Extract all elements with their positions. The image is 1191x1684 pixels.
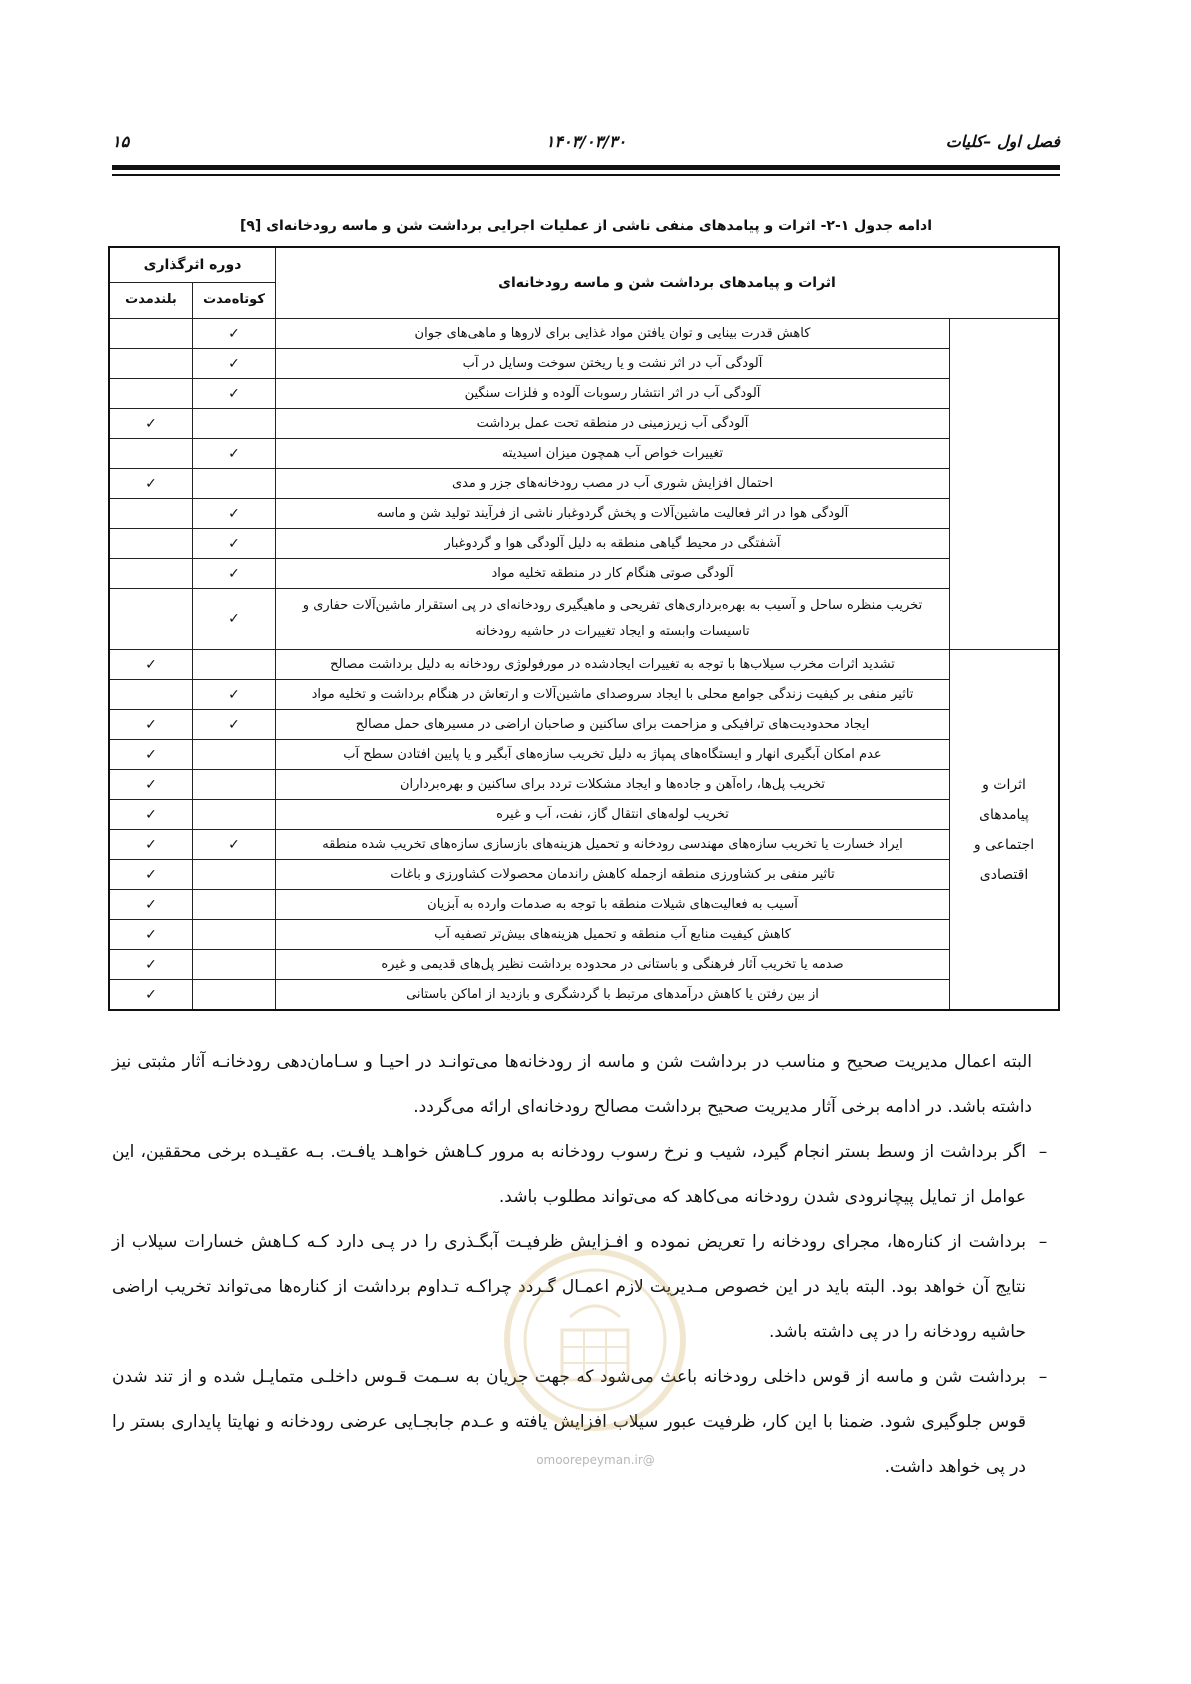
col-header-short: کوتاه‌مدت [193,282,276,318]
short-term-check [193,770,276,800]
short-term-check: ✓ [193,680,276,710]
bullet-dash: – [1038,1367,1048,1387]
long-term-check: ✓ [109,650,193,680]
header-rule-thin [112,174,1060,176]
table-row [109,409,1059,439]
table-row [109,680,1059,710]
short-term-check: ✓ [193,349,276,379]
intro-paragraph: البته اعمال مدیریت صحیح و مناسب در برداشت شن و ماسه از رودخانه‌ها می‌توانـد در احیـا و سـامان‌دهی رودخانـه آثار مثبتی نیز داشته باشد. در ادامه برخی آثار مدیریت صحیح برداشت مصالح رودخانه‌ای ارائه می‌گردد. [112,1052,1032,1117]
table-row [109,830,1059,860]
effect-description: از بین رفتن یا کاهش درآمدهای مرتبط با گردشگری و بازدید از اماکن باستانی [276,980,950,1011]
page-header [112,132,1060,154]
short-term-check: ✓ [193,529,276,559]
table-row [109,650,1059,680]
effect-description: آلودگی صوتی هنگام کار در منطقه تخلیه مواد [276,559,950,589]
effect-description: ایجاد محدودیت‌های ترافیکی و مزاحمت برای ساکنین و صاحبان اراضی در مسیرهای حمل مصالح [276,710,950,740]
long-term-check: ✓ [109,710,193,740]
short-term-check [193,860,276,890]
bullet-item [112,1130,1060,1220]
table-row [109,379,1059,409]
long-term-check: ✓ [109,830,193,860]
col-header-long: بلندمدت [109,282,193,318]
effect-description: صدمه یا تخریب آثار فرهنگی و باستانی در محدوده برداشت نظیر پل‌های قدیمی و غیره [276,950,950,980]
bullet-text: اگر برداشت از وسط بستر انجام گیرد، شیب و نرخ رسوب رودخانه به مرور کـاهش خواهـد یافـت. بـه عقیـده برخی محققین، این عوامل از تمایل پیچانرودی شدن رودخانه می‌کاهد که می‌تواند مطلوب باشد. [112,1142,1026,1207]
table-row [109,439,1059,469]
effect-description: آلودگی هوا در اثر فعالیت ماشین‌آلات و پخش گردوغبار ناشی از فرآیند تولید شن و ماسه [276,499,950,529]
table-row [109,950,1059,980]
category-cell-social: اثرات و پیامدهای اجتماعی و اقتصادی [950,650,1060,1011]
effect-description: تخریب پل‌ها، راه‌آهن و جاده‌ها و ایجاد مشکلات تردد برای ساکنین و بهره‌برداران [276,770,950,800]
long-term-check [109,589,193,650]
effect-description: تخریب لوله‌های انتقال گاز، نفت، آب و غیره [276,800,950,830]
table-row [109,710,1059,740]
short-term-check [193,800,276,830]
table-row [109,319,1059,349]
long-term-check: ✓ [109,770,193,800]
effects-table-body [109,319,1059,1011]
effect-description: آلودگی آب زیرزمینی در منطقه تحت عمل برداشت [276,409,950,439]
long-term-check: ✓ [109,469,193,499]
long-term-check [109,680,193,710]
table-row [109,499,1059,529]
short-term-check: ✓ [193,439,276,469]
long-term-check [109,349,193,379]
watermark-seal [500,1245,690,1435]
header-rule-thick [112,165,1060,170]
short-term-check: ✓ [193,559,276,589]
effect-description: آلودگی آب در اثر انتشار رسوبات آلوده و فلزات سنگین [276,379,950,409]
bullet-dash: – [1038,1232,1048,1252]
long-term-check [109,379,193,409]
short-term-check: ✓ [193,830,276,860]
short-term-check: ✓ [193,319,276,349]
effect-description: کاهش کیفیت منابع آب منطقه و تحمیل هزینه‌های بیش‌تر تصفیه آب [276,920,950,950]
header-date: ۱۴۰۳/۰۳/۳۰ [545,132,627,151]
short-term-check: ✓ [193,379,276,409]
short-term-check [193,980,276,1011]
page-number: ۱۵ [112,132,130,151]
col-header-effects: اثرات و پیامدهای برداشت شن و ماسه رودخانه‌ای [276,247,1060,319]
long-term-check: ✓ [109,740,193,770]
effect-description: تشدید اثرات مخرب سیلاب‌ها با توجه به تغییرات ایجادشده در مورفولوژی رودخانه به دلیل برداشت مصالح [276,650,950,680]
effect-description: ایراد خسارت یا تخریب سازه‌های مهندسی رودخانه و تحمیل هزینه‌های بازسازی سازه‌های تخریب شده منطقه [276,830,950,860]
short-term-check: ✓ [193,589,276,650]
effect-description: تغییرات خواص آب همچون میزان اسیدیته [276,439,950,469]
table-row [109,860,1059,890]
short-term-check [193,950,276,980]
effect-description: آشفتگی در محیط گیاهی منطقه به دلیل آلودگی هوا و گردوغبار [276,529,950,559]
table-row [109,559,1059,589]
short-term-check [193,740,276,770]
short-term-check: ✓ [193,499,276,529]
short-term-check [193,890,276,920]
long-term-check: ✓ [109,920,193,950]
effect-description: کاهش قدرت بینایی و توان یافتن مواد غذایی برای لاروها و ماهی‌های جوان [276,319,950,349]
effect-description: تخریب منظره ساحل و آسیب به بهره‌برداری‌های تفریحی و ماهیگیری رودخانه‌ای در پی استقرار ماشین‌آلات حفاری و تاسیسات وابسته و ایجاد تغییرات در حاشیه رودخانه [276,589,950,650]
effect-description: عدم امکان آبگیری انهار و ایستگاه‌های پمپاژ به دلیل تخریب سازه‌های آبگیر و یا پایین افتادن سطح آب [276,740,950,770]
short-term-check [193,920,276,950]
table-row [109,800,1059,830]
col-header-period: دوره اثرگذاری [109,247,276,282]
long-term-check: ✓ [109,950,193,980]
chapter-title: فصل اول –کلیات [945,132,1060,151]
short-term-check: ✓ [193,710,276,740]
effect-description: آسیب به فعالیت‌های شیلات منطقه با توجه به صدمات وارده به آبزیان [276,890,950,920]
effects-table [108,246,1060,1011]
table-row [109,920,1059,950]
table-row [109,529,1059,559]
long-term-check [109,319,193,349]
effect-description: تاثیر منفی بر کیفیت زندگی جوامع محلی با ایجاد سروصدای ماشین‌آلات و ارتعاش در هنگام برداشت و تخلیه مواد [276,680,950,710]
bullet-dash: – [1038,1142,1048,1162]
long-term-check [109,439,193,469]
short-term-check [193,469,276,499]
watermark-url: @omoorepeyman.ir [536,1453,655,1467]
table-row [109,469,1059,499]
long-term-check: ✓ [109,980,193,1011]
table-row [109,589,1059,650]
long-term-check: ✓ [109,890,193,920]
long-term-check: ✓ [109,409,193,439]
table-caption: ادامه جدول ۱-۲- اثرات و پیامدهای منفی ناشی از عملیات اجرایی برداشت شن و ماسه رودخانه‌ای [۹] [239,218,933,234]
long-term-check [109,559,193,589]
long-term-check [109,499,193,529]
short-term-check [193,409,276,439]
long-term-check [109,529,193,559]
table-row [109,740,1059,770]
long-term-check: ✓ [109,800,193,830]
table-row [109,770,1059,800]
effect-description: تاثیر منفی بر کشاورزی منطقه ازجمله کاهش راندمان محصولات کشاورزی و باغات [276,860,950,890]
short-term-check [193,650,276,680]
bullet-text: برداشت از کناره‌ها، مجرای رودخانه را تعریض نموده و افـزایش ظرفیـت آبگـذری را در پـی دارد کـه کـاهش خسارات سیلاب از نتایج آن خواهد بود. البته باید در این خصوص مـدیریت لازم اعمـال گـردد چراکـه تـداوم برداشت از کناره‌ها می‌تواند تخریب اراضی حاشیه رودخانه را در پی داشته باشد. [112,1232,1026,1342]
long-term-check: ✓ [109,860,193,890]
category-cell-empty [950,319,1060,650]
table-row [109,980,1059,1011]
bullet-text: برداشت شن و ماسه از قوس داخلی رودخانه باعث می‌شود که جهت جریان به سـمت قـوس داخلـی متمایـل شده و از تند شدن قوس جلوگیری شود. ضمنا با این کار، ظرفیت عبور سیلاب افزایش یافته و عـدم جابجـایی عرضی رودخانه و نهایتا پایداری بستر را در پی خواهد داشت. [112,1367,1026,1477]
effect-description: احتمال افزایش شوری آب در مصب رودخانه‌های جزر و مدی [276,469,950,499]
table-row [109,890,1059,920]
effect-description: آلودگی آب در اثر نشت و یا ریختن سوخت وسایل در آب [276,349,950,379]
table-row [109,349,1059,379]
